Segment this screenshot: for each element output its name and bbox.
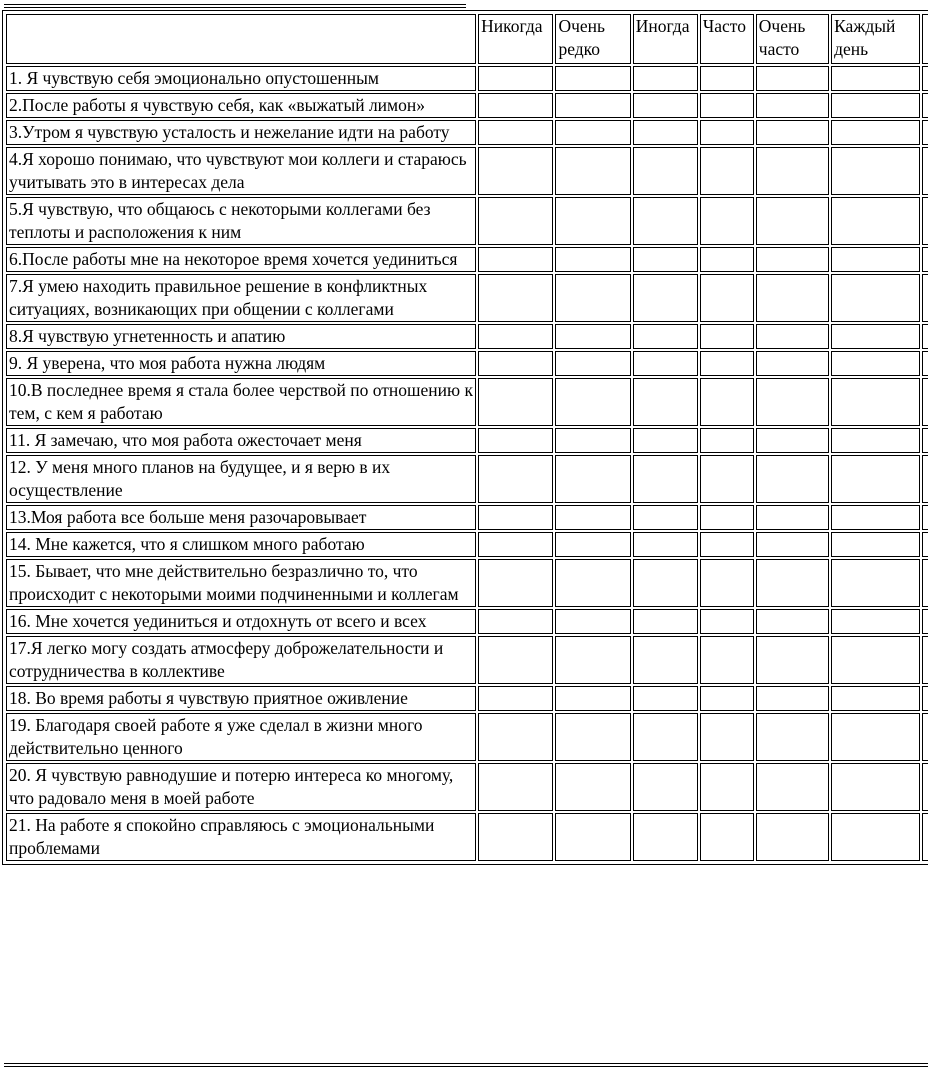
burnout-questionnaire-table xyxy=(4,12,928,863)
answer-cell-very-often[interactable] xyxy=(756,351,829,376)
answer-cell-very-rarely[interactable] xyxy=(555,378,630,426)
answer-cell-never[interactable] xyxy=(478,713,553,761)
answer-cell-very-often[interactable] xyxy=(756,609,829,634)
answer-cell-extra[interactable] xyxy=(922,147,928,195)
answer-cell-every-day[interactable] xyxy=(831,93,920,118)
answer-cell-sometimes[interactable] xyxy=(633,609,698,634)
answer-cell-very-rarely[interactable] xyxy=(555,505,630,530)
answer-cell-never[interactable] xyxy=(478,609,553,634)
question-text: 13.Моя работа все больше меня разочаровывает xyxy=(6,505,476,530)
answer-cell-extra[interactable] xyxy=(922,505,928,530)
header-every-day: Каждый день xyxy=(831,14,920,64)
answer-cell-never[interactable] xyxy=(478,686,553,711)
answer-cell-extra[interactable] xyxy=(922,351,928,376)
question-text: 3.Утром я чувствую усталость и нежелание идти на работу xyxy=(6,120,476,145)
answer-cell-sometimes[interactable] xyxy=(633,559,698,607)
answer-cell-very-rarely[interactable] xyxy=(555,609,630,634)
answer-cell-sometimes[interactable] xyxy=(633,120,698,145)
answer-cell-sometimes[interactable] xyxy=(633,455,698,503)
answer-cell-never[interactable] xyxy=(478,120,553,145)
question-text: 2.После работы я чувствую себя, как «выжатый лимон» xyxy=(6,93,476,118)
question-row xyxy=(6,93,928,118)
answer-cell-never[interactable] xyxy=(478,813,553,861)
answer-cell-extra[interactable] xyxy=(922,66,928,91)
answer-cell-sometimes[interactable] xyxy=(633,324,698,349)
answer-cell-often[interactable] xyxy=(700,505,754,530)
answer-cell-every-day[interactable] xyxy=(831,455,920,503)
answer-cell-every-day[interactable] xyxy=(831,66,920,91)
answer-cell-extra[interactable] xyxy=(922,559,928,607)
question-text: 8.Я чувствую угнетенность и апатию xyxy=(6,324,476,349)
answer-cell-very-often[interactable] xyxy=(756,66,829,91)
question-row xyxy=(6,505,928,530)
answer-cell-never[interactable] xyxy=(478,147,553,195)
answer-cell-every-day[interactable] xyxy=(831,147,920,195)
answer-cell-very-rarely[interactable] xyxy=(555,686,630,711)
answer-cell-very-often[interactable] xyxy=(756,247,829,272)
answer-cell-every-day[interactable] xyxy=(831,609,920,634)
header-very-often: Очень часто xyxy=(756,14,829,64)
answer-cell-sometimes[interactable] xyxy=(633,505,698,530)
header-sometimes: Иногда xyxy=(633,14,698,64)
answer-cell-extra[interactable] xyxy=(922,247,928,272)
answer-cell-very-often[interactable] xyxy=(756,532,829,557)
question-text: 6.После работы мне на некоторое время хочется уединиться xyxy=(6,247,476,272)
answer-cell-very-often[interactable] xyxy=(756,378,829,426)
answer-cell-never[interactable] xyxy=(478,559,553,607)
answer-cell-sometimes[interactable] xyxy=(633,247,698,272)
answer-cell-never[interactable] xyxy=(478,93,553,118)
answer-cell-sometimes[interactable] xyxy=(633,713,698,761)
answer-cell-very-often[interactable] xyxy=(756,93,829,118)
answer-cell-often[interactable] xyxy=(700,713,754,761)
question-row xyxy=(6,120,928,145)
answer-cell-never[interactable] xyxy=(478,636,553,684)
answer-cell-extra[interactable] xyxy=(922,636,928,684)
survey-body xyxy=(6,14,928,861)
question-text: 17.Я легко могу создать атмосферу доброжелательности и сотрудничества в коллективе xyxy=(6,636,476,684)
answer-cell-every-day[interactable] xyxy=(831,274,920,322)
answer-cell-extra[interactable] xyxy=(922,763,928,811)
header-never: Никогда xyxy=(478,14,553,64)
answer-cell-never[interactable] xyxy=(478,428,553,453)
answer-cell-often[interactable] xyxy=(700,686,754,711)
answer-cell-very-rarely[interactable] xyxy=(555,274,630,322)
question-row xyxy=(6,763,928,811)
answer-cell-often[interactable] xyxy=(700,378,754,426)
answer-cell-sometimes[interactable] xyxy=(633,274,698,322)
answer-cell-sometimes[interactable] xyxy=(633,763,698,811)
question-text: 14. Мне кажется, что я слишком много работаю xyxy=(6,532,476,557)
answer-cell-very-rarely[interactable] xyxy=(555,197,630,245)
answer-cell-extra[interactable] xyxy=(922,378,928,426)
answer-cell-every-day[interactable] xyxy=(831,324,920,349)
question-row xyxy=(6,351,928,376)
top-rule xyxy=(4,4,466,8)
question-row xyxy=(6,636,928,684)
answer-cell-often[interactable] xyxy=(700,763,754,811)
answer-cell-every-day[interactable] xyxy=(831,559,920,607)
question-text: 9. Я уверена, что моя работа нужна людям xyxy=(6,351,476,376)
answer-cell-extra[interactable] xyxy=(922,324,928,349)
answer-cell-very-often[interactable] xyxy=(756,505,829,530)
answer-cell-often[interactable] xyxy=(700,93,754,118)
answer-cell-very-rarely[interactable] xyxy=(555,455,630,503)
question-text: 20. Я чувствую равнодушие и потерю интереса ко многому, что радовало меня в моей работе xyxy=(6,763,476,811)
question-row xyxy=(6,813,928,861)
answer-cell-extra[interactable] xyxy=(922,274,928,322)
question-row xyxy=(6,324,928,349)
question-row xyxy=(6,455,928,503)
answer-cell-never[interactable] xyxy=(478,66,553,91)
header-extra-cell xyxy=(922,14,928,64)
answer-cell-extra[interactable] xyxy=(922,813,928,861)
question-text: 10.В последнее время я стала более черствой по отношению к тем, с кем я работаю xyxy=(6,378,476,426)
answer-cell-very-rarely[interactable] xyxy=(555,324,630,349)
question-row xyxy=(6,428,928,453)
answer-cell-very-rarely[interactable] xyxy=(555,813,630,861)
answer-cell-often[interactable] xyxy=(700,609,754,634)
question-row xyxy=(6,559,928,607)
answer-cell-very-often[interactable] xyxy=(756,559,829,607)
answer-cell-often[interactable] xyxy=(700,532,754,557)
answer-cell-very-often[interactable] xyxy=(756,120,829,145)
answer-cell-extra[interactable] xyxy=(922,197,928,245)
answer-cell-often[interactable] xyxy=(700,147,754,195)
answer-cell-extra[interactable] xyxy=(922,428,928,453)
question-text: 7.Я умею находить правильное решение в конфликтных ситуациях, возникающих при общении с коллегами xyxy=(6,274,476,322)
answer-cell-very-often[interactable] xyxy=(756,713,829,761)
answer-cell-sometimes[interactable] xyxy=(633,66,698,91)
answer-cell-extra[interactable] xyxy=(922,686,928,711)
answer-cell-sometimes[interactable] xyxy=(633,197,698,245)
answer-cell-every-day[interactable] xyxy=(831,636,920,684)
survey-frame xyxy=(2,10,928,865)
answer-cell-every-day[interactable] xyxy=(831,197,920,245)
answer-cell-never[interactable] xyxy=(478,324,553,349)
answer-cell-very-often[interactable] xyxy=(756,274,829,322)
question-text: 4.Я хорошо понимаю, что чувствуют мои коллеги и стараюсь учитывать это в интересах дела xyxy=(6,147,476,195)
answer-cell-extra[interactable] xyxy=(922,120,928,145)
answer-cell-very-rarely[interactable] xyxy=(555,120,630,145)
answer-cell-every-day[interactable] xyxy=(831,378,920,426)
answer-cell-sometimes[interactable] xyxy=(633,686,698,711)
answer-cell-every-day[interactable] xyxy=(831,428,920,453)
answer-cell-often[interactable] xyxy=(700,351,754,376)
answer-cell-never[interactable] xyxy=(478,455,553,503)
answer-cell-often[interactable] xyxy=(700,120,754,145)
answer-cell-often[interactable] xyxy=(700,197,754,245)
answer-cell-every-day[interactable] xyxy=(831,505,920,530)
answer-cell-sometimes[interactable] xyxy=(633,147,698,195)
answer-cell-very-rarely[interactable] xyxy=(555,636,630,684)
question-text: 18. Во время работы я чувствую приятное оживление xyxy=(6,686,476,711)
answer-cell-sometimes[interactable] xyxy=(633,532,698,557)
answer-cell-very-often[interactable] xyxy=(756,455,829,503)
answer-cell-very-often[interactable] xyxy=(756,147,829,195)
question-row xyxy=(6,247,928,272)
answer-cell-never[interactable] xyxy=(478,505,553,530)
answer-cell-often[interactable] xyxy=(700,324,754,349)
question-row xyxy=(6,197,928,245)
answer-cell-often[interactable] xyxy=(700,247,754,272)
answer-cell-very-rarely[interactable] xyxy=(555,93,630,118)
answer-cell-very-often[interactable] xyxy=(756,197,829,245)
question-row xyxy=(6,147,928,195)
answer-cell-every-day[interactable] xyxy=(831,813,920,861)
answer-cell-very-rarely[interactable] xyxy=(555,66,630,91)
answer-cell-extra[interactable] xyxy=(922,609,928,634)
answer-cell-extra[interactable] xyxy=(922,93,928,118)
answer-cell-often[interactable] xyxy=(700,559,754,607)
question-row xyxy=(6,532,928,557)
answer-cell-very-rarely[interactable] xyxy=(555,559,630,607)
answer-cell-very-often[interactable] xyxy=(756,636,829,684)
answer-cell-never[interactable] xyxy=(478,378,553,426)
answer-cell-often[interactable] xyxy=(700,813,754,861)
question-text: 1. Я чувствую себя эмоционально опустошенным xyxy=(6,66,476,91)
bottom-rule xyxy=(4,1063,928,1067)
answer-cell-often[interactable] xyxy=(700,455,754,503)
question-text: 15. Бывает, что мне действительно безразлично то, что происходит с некоторыми моими подчиненными и коллегам xyxy=(6,559,476,607)
answer-cell-never[interactable] xyxy=(478,247,553,272)
answer-cell-extra[interactable] xyxy=(922,532,928,557)
question-row xyxy=(6,274,928,322)
answer-cell-sometimes[interactable] xyxy=(633,93,698,118)
answer-cell-extra[interactable] xyxy=(922,713,928,761)
answer-cell-never[interactable] xyxy=(478,197,553,245)
answer-cell-very-rarely[interactable] xyxy=(555,532,630,557)
answer-cell-sometimes[interactable] xyxy=(633,813,698,861)
answer-cell-never[interactable] xyxy=(478,351,553,376)
answer-cell-sometimes[interactable] xyxy=(633,351,698,376)
answer-cell-never[interactable] xyxy=(478,763,553,811)
answer-cell-very-rarely[interactable] xyxy=(555,713,630,761)
answer-cell-very-rarely[interactable] xyxy=(555,351,630,376)
answer-cell-every-day[interactable] xyxy=(831,763,920,811)
answer-cell-every-day[interactable] xyxy=(831,247,920,272)
question-text: 11. Я замечаю, что моя работа ожесточает меня xyxy=(6,428,476,453)
answer-cell-very-rarely[interactable] xyxy=(555,147,630,195)
answer-cell-every-day[interactable] xyxy=(831,686,920,711)
answer-cell-extra[interactable] xyxy=(922,455,928,503)
answer-cell-sometimes[interactable] xyxy=(633,636,698,684)
question-row xyxy=(6,713,928,761)
answer-cell-sometimes[interactable] xyxy=(633,378,698,426)
answer-cell-very-often[interactable] xyxy=(756,813,829,861)
answer-cell-often[interactable] xyxy=(700,428,754,453)
answer-cell-every-day[interactable] xyxy=(831,120,920,145)
answer-cell-often[interactable] xyxy=(700,274,754,322)
question-text: 19. Благодаря своей работе я уже сделал в жизни много действительно ценного xyxy=(6,713,476,761)
answer-cell-very-often[interactable] xyxy=(756,686,829,711)
question-row xyxy=(6,609,928,634)
answer-cell-sometimes[interactable] xyxy=(633,428,698,453)
question-text: 16. Мне хочется уединиться и отдохнуть от всего и всех xyxy=(6,609,476,634)
answer-cell-very-often[interactable] xyxy=(756,763,829,811)
answer-cell-often[interactable] xyxy=(700,636,754,684)
question-text: 12. У меня много планов на будущее, и я верю в их осуществление xyxy=(6,455,476,503)
answer-cell-every-day[interactable] xyxy=(831,351,920,376)
question-row xyxy=(6,378,928,426)
question-text: 5.Я чувствую, что общаюсь с некоторыми коллегами без теплоты и расположения к ним xyxy=(6,197,476,245)
answer-cell-every-day[interactable] xyxy=(831,713,920,761)
answer-cell-every-day[interactable] xyxy=(831,532,920,557)
question-row xyxy=(6,66,928,91)
header-corner-cell xyxy=(6,14,476,64)
answer-cell-very-rarely[interactable] xyxy=(555,763,630,811)
answer-cell-very-often[interactable] xyxy=(756,324,829,349)
answer-cell-never[interactable] xyxy=(478,532,553,557)
header-often: Часто xyxy=(700,14,754,64)
header-very-rarely: Очень редко xyxy=(555,14,630,64)
question-text: 21. На работе я спокойно справляюсь с эмоциональными проблемами xyxy=(6,813,476,861)
answer-cell-never[interactable] xyxy=(478,274,553,322)
answer-cell-very-rarely[interactable] xyxy=(555,428,630,453)
answer-cell-often[interactable] xyxy=(700,66,754,91)
header-row xyxy=(6,14,928,64)
answer-cell-very-rarely[interactable] xyxy=(555,247,630,272)
question-row xyxy=(6,686,928,711)
answer-cell-very-often[interactable] xyxy=(756,428,829,453)
